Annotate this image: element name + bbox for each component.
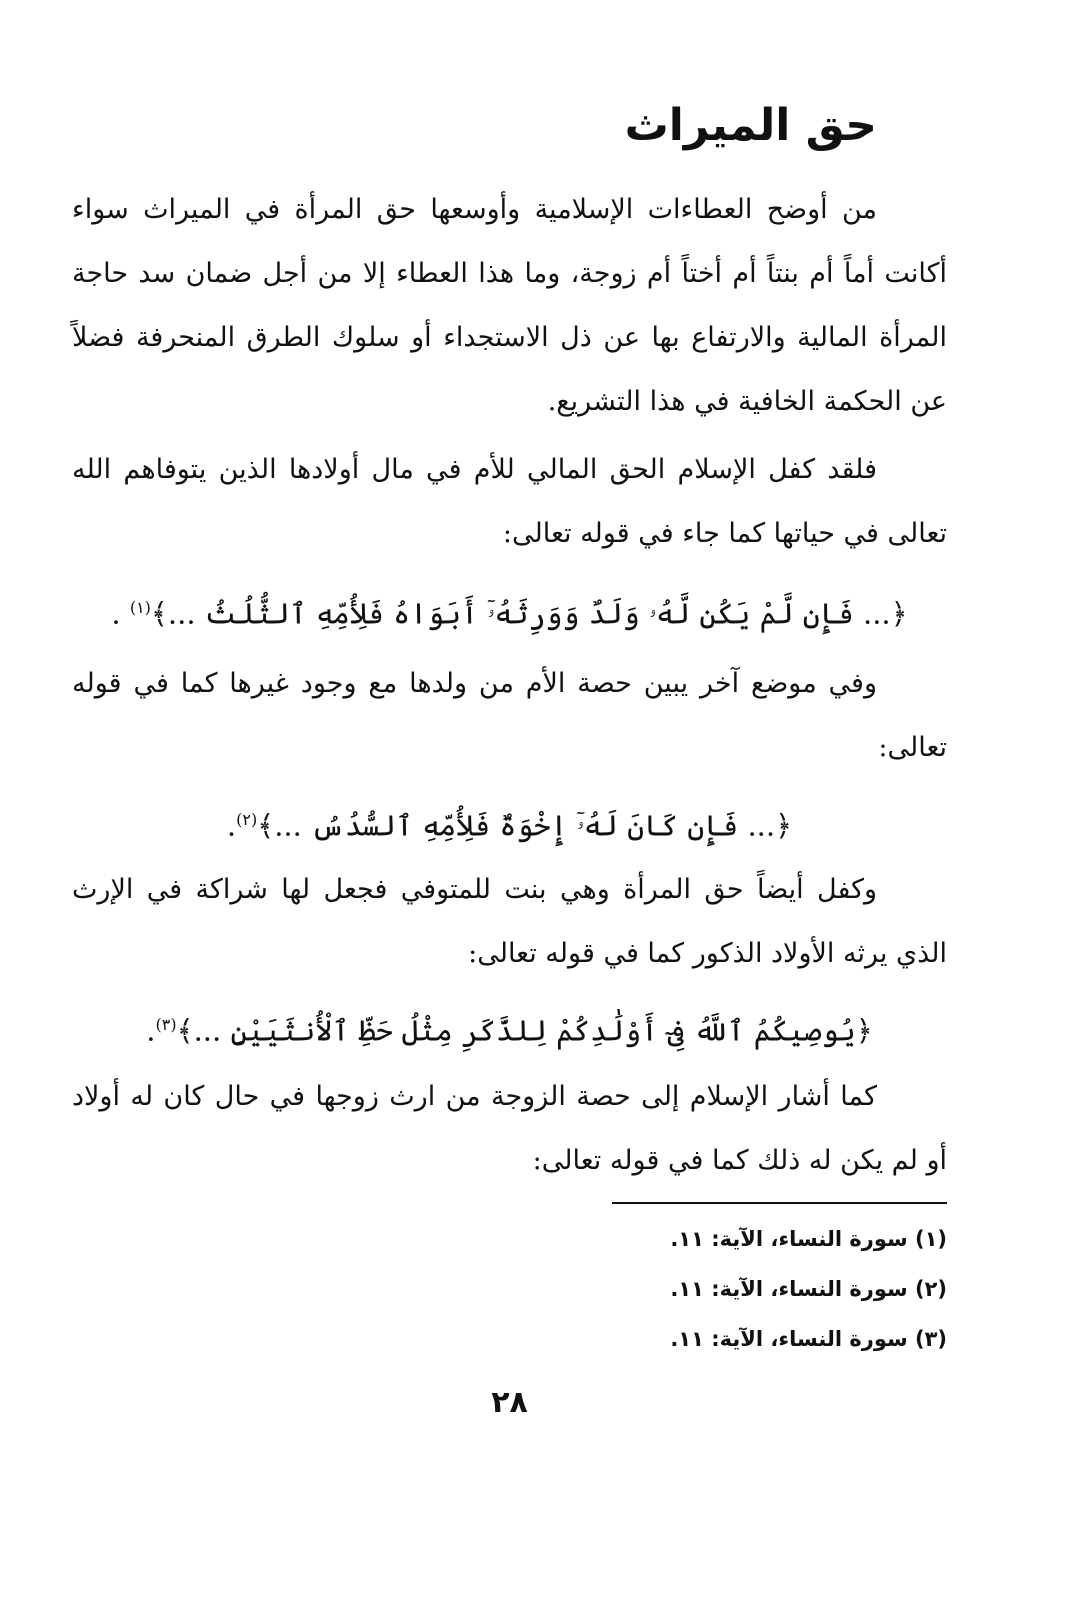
paragraph-5: كما أشار الإسلام إلى حصة الزوجة من ارث زوجها في حال كان له أولاد أو لم يكن له ذلك كما في قوله تعالى: (72, 1081, 947, 1176)
verse-text: ﴿يُوصِيكُمُ ٱللَّهُ فِىٓ أَوْلَٰدِكُمْ لِلذَّكَرِ مِثْلُ حَظِّ ٱلْأُنثَيَيْنِ ...﴾ (176, 1013, 873, 1048)
verse-text: ﴿... فَإِن كَانَ لَهُۥٓ إِخْوَةٌ فَلِأُمِّهِ ٱلسُّدُسُ ...﴾ (257, 808, 793, 843)
paragraph-3: وفي موضع آخر يبين حصة الأم من ولدها مع وجود غيرها كما في قوله تعالى: (72, 668, 947, 763)
verse-text: ﴿... فَإِن لَّمْ يَكُن لَّهُۥ وَلَدٌ وَوَرِثَهُۥٓ أَبَوَاهُ فَلِأُمِّهِ ٱلثُّلُثُ ...﴾ (150, 596, 908, 631)
quran-verse-3 (72, 995, 947, 1061)
paragraph-1: من أوضح العطاءات الإسلامية وأوسعها حق المرأة في الميراث سواء أكانت أماً أم بنتاً أم أختاً أم زوجة، وما هذا العطاء إلا من أجل ضمان سد حاجة المرأة المالية والارتفاع بها عن ذل الاستجداء أو سلوك الطرق المنحرفة فضلاً عن الحكمة الخافية في هذا التشريع. (72, 194, 947, 417)
footnote-item: (٣) سورة النساء، الآية: ١١. (670, 1327, 947, 1351)
quran-verse-2 (72, 790, 947, 856)
verse-end: . (226, 808, 237, 843)
paragraph-2: فلقد كفل الإسلام الحق المالي للأم في مال أولادها الذين يتوفاهم الله تعالى في حياتها كما جاء في قوله تعالى: (72, 454, 947, 549)
page-number: ٢٨ (491, 1385, 528, 1420)
quran-verse-1 (72, 578, 947, 644)
footnote-ref: (١) (129, 598, 151, 617)
footnote-item: (١) سورة النساء، الآية: ١١. (670, 1227, 947, 1251)
book-page (72, 0, 947, 1604)
paragraph-4: وكفل أيضاً حق المرأة وهي بنت للمتوفي فجعل لها شراكة في الإرث الذي يرثه الأولاد الذكور كما في قوله تعالى: (72, 874, 947, 969)
footnotes-list (72, 1215, 947, 1365)
verse-end: . (146, 1013, 156, 1048)
footnote-divider (612, 1202, 947, 1204)
footnote-ref: (٣) (155, 1015, 177, 1034)
verse-end: . (111, 596, 130, 631)
section-title: حق الميراث (624, 100, 877, 151)
footnote-item: (٢) سورة النساء، الآية: ١١. (670, 1277, 947, 1301)
footnote-ref: (٢) (236, 810, 258, 829)
